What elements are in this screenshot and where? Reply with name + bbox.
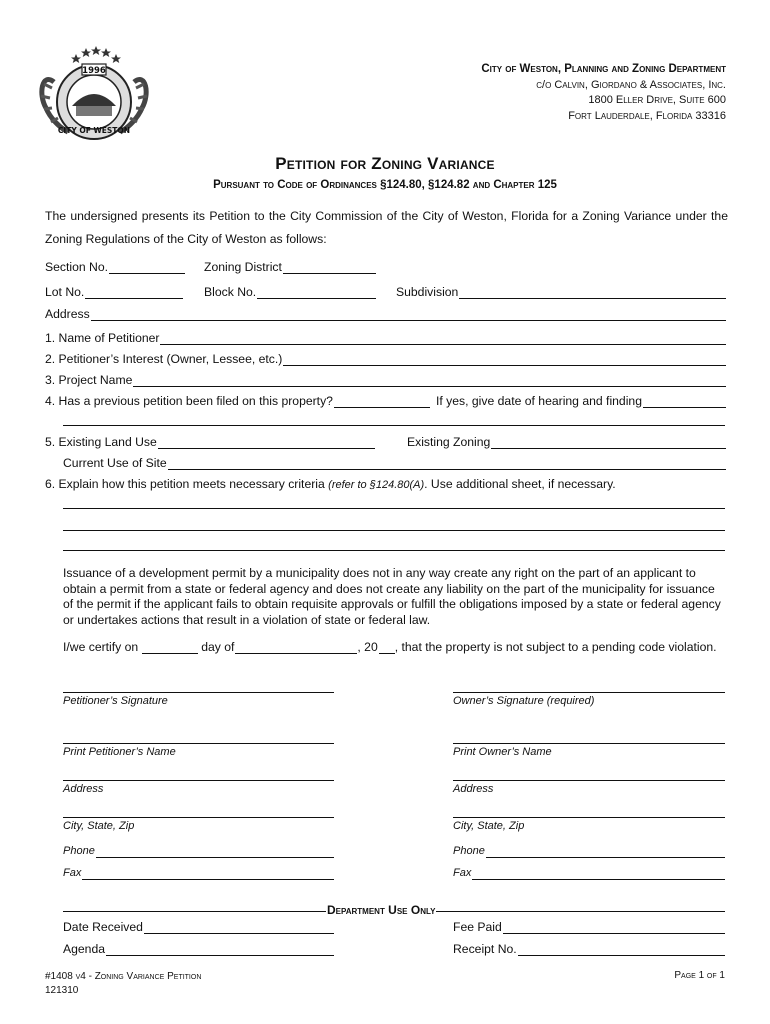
owner-fax-label: Fax <box>453 867 472 879</box>
petitioner-address-line[interactable] <box>63 780 334 781</box>
criteria-instruction: . Use additional sheet, if necessary. <box>424 477 616 491</box>
project-name-field[interactable] <box>133 374 726 387</box>
lot-no-label: Lot No. <box>45 285 85 299</box>
fee-paid-label: Fee Paid <box>453 920 502 934</box>
previous-petition-field[interactable] <box>334 395 430 408</box>
address-line-2: c/o Calvin, Giordano & Associates, Inc. <box>536 78 726 91</box>
seal-ring-text: CITY OF WESTON <box>57 126 131 135</box>
date-received-field[interactable] <box>144 921 334 934</box>
form-subtitle: Pursuant to Code of Ordinances §124.80, §124.82 and Chapter 125 <box>213 179 557 191</box>
section-no-field[interactable] <box>109 261 185 274</box>
department-name: City of Weston, Planning and Zoning Department <box>481 63 726 75</box>
project-name-label: 3. Project Name <box>45 373 133 387</box>
department-address-block <box>481 62 726 124</box>
city-seal-logo <box>32 42 156 152</box>
criteria-line-1[interactable] <box>63 508 725 509</box>
address-label: Address <box>45 307 90 321</box>
criteria-label <box>45 477 616 492</box>
certify-day-field[interactable] <box>142 641 198 654</box>
footer-page-number: Page 1 of 1 <box>674 970 725 981</box>
owner-address-label: Address <box>453 783 494 795</box>
seal-year: 1996 <box>82 66 106 76</box>
footer-form-info <box>45 970 201 998</box>
hearing-finding-continuation-line[interactable] <box>63 425 725 426</box>
print-petitioner-line[interactable] <box>63 743 334 744</box>
owner-address-line[interactable] <box>453 780 725 781</box>
address-field[interactable] <box>91 308 726 321</box>
petitioner-name-label: 1. Name of Petitioner <box>45 331 160 345</box>
zoning-district-field[interactable] <box>283 261 376 274</box>
footer-code: 121310 <box>45 985 79 996</box>
petitioner-fax-field[interactable] <box>82 867 334 880</box>
criteria-line-2[interactable] <box>63 530 725 531</box>
existing-zoning-label: Existing Zoning <box>407 435 491 449</box>
petitioner-address-label: Address <box>63 783 104 795</box>
date-received-label: Date Received <box>63 920 143 934</box>
department-use-heading: Department Use Only <box>327 903 436 917</box>
zoning-district-label: Zoning District <box>204 260 282 274</box>
criteria-question: 6. Explain how this petition meets necessary criteria <box>45 477 325 491</box>
receipt-no-label: Receipt No. <box>453 942 517 956</box>
print-owner-label: Print Owner’s Name <box>453 746 552 758</box>
footer-form-id: #1408 v4 - Zoning Variance Petition <box>45 971 202 982</box>
hearing-finding-label: If yes, give date of hearing and finding <box>436 394 642 408</box>
owner-fax-field[interactable] <box>472 867 725 880</box>
certify-text-3: , 20 <box>357 640 378 654</box>
current-use-field[interactable] <box>168 457 726 470</box>
petitioner-city-label: City, State, Zip <box>63 820 135 832</box>
print-owner-line[interactable] <box>453 743 725 744</box>
intro-paragraph: The undersigned presents its Petition to the City Commission of the City of Weston, Florida for a Zoning Variance under the Zoning Regulations of the City of Weston as follows: <box>45 209 728 246</box>
certify-text-4: , that the property is not subject to a pending code violation. <box>394 640 717 654</box>
form-title: Petition for Zoning Variance <box>275 154 495 173</box>
petitioner-signature-line[interactable] <box>63 692 334 693</box>
fee-paid-field[interactable] <box>503 921 725 934</box>
print-petitioner-label: Print Petitioner’s Name <box>63 746 176 758</box>
address-line-4: Fort Lauderdale, Florida 33316 <box>568 109 726 122</box>
certify-month-field[interactable] <box>235 641 357 654</box>
current-use-label: Current Use of Site <box>63 456 167 470</box>
subdivision-label: Subdivision <box>396 285 459 299</box>
criteria-reference: (refer to §124.80(A) <box>328 479 425 491</box>
owner-city-label: City, State, Zip <box>453 820 525 832</box>
owner-signature-label: Owner’s Signature (required) <box>453 695 595 707</box>
lot-no-field[interactable] <box>85 286 183 299</box>
petitioner-interest-field[interactable] <box>283 353 726 366</box>
hearing-finding-field[interactable] <box>643 395 726 408</box>
owner-phone-field[interactable] <box>486 845 725 858</box>
address-line-3: 1800 Eller Drive, Suite 600 <box>588 94 726 106</box>
petitioner-city-line[interactable] <box>63 817 334 818</box>
petitioner-phone-field[interactable] <box>96 845 334 858</box>
agenda-label: Agenda <box>63 942 106 956</box>
owner-signature-line[interactable] <box>453 692 725 693</box>
criteria-line-3[interactable] <box>63 550 725 551</box>
petitioner-interest-label: 2. Petitioner’s Interest (Owner, Lessee, etc.) <box>45 352 283 366</box>
petitioner-name-field[interactable] <box>160 332 726 345</box>
owner-phone-label: Phone <box>453 845 485 857</box>
subdivision-field[interactable] <box>459 286 726 299</box>
existing-land-use-label: 5. Existing Land Use <box>45 435 157 449</box>
certify-text-1: I/we certify on <box>63 640 139 654</box>
agenda-field[interactable] <box>106 943 334 956</box>
existing-zoning-field[interactable] <box>491 436 726 449</box>
petitioner-signature-label: Petitioner’s Signature <box>63 695 168 707</box>
owner-city-line[interactable] <box>453 817 725 818</box>
receipt-no-field[interactable] <box>518 943 725 956</box>
certify-year-field[interactable] <box>379 641 395 654</box>
block-no-field[interactable] <box>257 286 376 299</box>
petitioner-phone-label: Phone <box>63 845 95 857</box>
permit-liability-notice: Issuance of a development permit by a municipality does not in any way create any right on the part of an applicant to obtain a permit from a state or federal agency and does not create any liability on the part of the municipality for issuance of the permit if the applicant fails to obtain requisite approvals or fulfill the obligations imposed by a state or federal agency or undertakes actions that result in a violation of state or federal law. <box>63 566 721 627</box>
section-no-label: Section No. <box>45 260 109 274</box>
certify-text-2: day of <box>201 640 235 654</box>
existing-land-use-field[interactable] <box>158 436 375 449</box>
block-no-label: Block No. <box>204 285 257 299</box>
previous-petition-label: 4. Has a previous petition been filed on this property? <box>45 394 333 408</box>
petitioner-fax-label: Fax <box>63 867 82 879</box>
